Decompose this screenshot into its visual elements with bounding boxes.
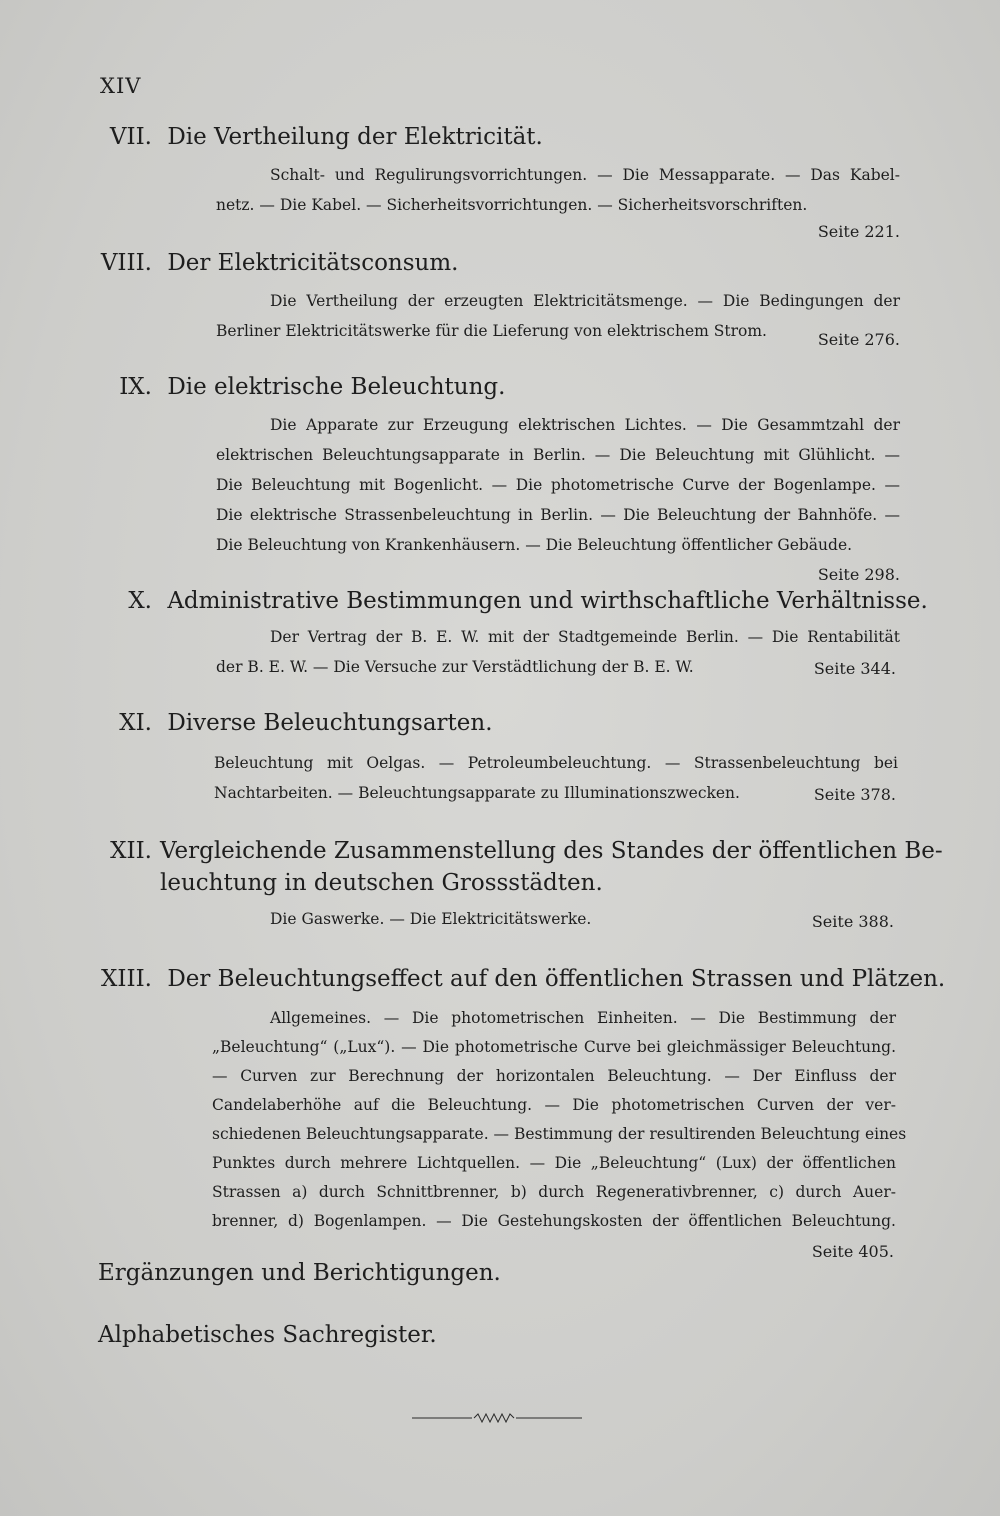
decorative-rule-ornament xyxy=(412,1410,582,1426)
section-x-heading xyxy=(100,588,928,614)
section-viii-page-ref: Seite 276. xyxy=(817,330,900,349)
contents-line: Berliner Elektricitätswerke für die Lieferung von elektrischem Strom. xyxy=(216,322,767,340)
contents-line: Strassen a) durch Schnittbrenner, b) durch Regenerativbrenner, c) durch Auer- xyxy=(212,1183,896,1201)
page-number: XIV xyxy=(100,74,142,98)
section-ix-page-ref: Seite 298. xyxy=(817,565,900,584)
contents-line: Beleuchtung mit Oelgas. — Petroleumbeleuchtung. — Strassenbeleuchtung bei xyxy=(214,754,898,772)
section-xiii-page-ref: Seite 405. xyxy=(811,1242,894,1261)
section-title-continued: leuchtung in deutschen Grossstädten. xyxy=(160,870,603,896)
section-numeral: X. xyxy=(128,588,152,614)
contents-line: Die Beleuchtung mit Bogenlicht. — Die photometrische Curve der Bogenlampe. — xyxy=(216,476,900,494)
section-xi-page-ref: Seite 378. xyxy=(813,785,896,804)
contents-line: Schalt- und Regulirungsvorrichtungen. — Die Messapparate. — Das Kabel- xyxy=(270,166,900,184)
index-entry: Alphabetisches Sachregister. xyxy=(98,1322,437,1348)
section-vii-page-ref: Seite 221. xyxy=(817,222,900,241)
section-numeral: IX. xyxy=(119,374,152,400)
contents-line: brenner, d) Bogenlampen. — Die Gestehungskosten der öffentlichen Beleuchtung. xyxy=(212,1212,896,1230)
contents-line: der B. E. W. — Die Versuche zur Verstädtlichung der B. E. W. xyxy=(216,658,694,676)
section-numeral: VIII. xyxy=(100,250,152,276)
section-ix-heading xyxy=(100,374,505,400)
contents-line: Der Vertrag der B. E. W. mit der Stadtgemeinde Berlin. — Die Rentabilität xyxy=(270,628,900,646)
contents-line: — Curven zur Berechnung der horizontalen Beleuchtung. — Der Einfluss der xyxy=(212,1067,896,1085)
contents-line: Die Gaswerke. — Die Elektricitätswerke. xyxy=(270,910,592,928)
contents-line: „Beleuchtung“ („Lux“). — Die photometrische Curve bei gleichmässiger Beleuchtung. xyxy=(212,1038,896,1056)
section-ix-contents xyxy=(216,410,900,560)
contents-line: Die Beleuchtung von Krankenhäusern. — Die Beleuchtung öffentlicher Gebäude. xyxy=(216,536,853,554)
section-title: Vergleichende Zusammenstellung des Standes der öffentlichen Be- xyxy=(160,838,943,864)
section-xii-heading xyxy=(100,838,152,864)
contents-line: Die elektrische Strassenbeleuchtung in Berlin. — Die Beleuchtung der Bahnhöfe. — xyxy=(216,506,900,524)
section-xii-contents xyxy=(270,904,670,934)
contents-line: Candelaberhöhe auf die Beleuchtung. — Die photometrischen Curven der ver- xyxy=(212,1096,896,1114)
section-vii-contents xyxy=(216,160,900,220)
section-x-contents xyxy=(216,622,900,682)
section-numeral: XII. xyxy=(110,838,152,864)
contents-line: Punktes durch mehrere Lichtquellen. — Die „Beleuchtung“ (Lux) der öffentlichen xyxy=(212,1154,896,1172)
contents-line: Die Vertheilung der erzeugten Elektricitätsmenge. — Die Bedingungen der xyxy=(270,292,900,310)
section-title: Die elektrische Beleuchtung. xyxy=(167,374,506,400)
section-xi-heading xyxy=(100,710,493,736)
contents-line: elektrischen Beleuchtungsapparate in Berlin. — Die Beleuchtung mit Glühlicht. — xyxy=(216,446,900,464)
section-xiii-heading xyxy=(100,966,945,992)
section-xii-page-ref: Seite 388. xyxy=(811,912,894,931)
section-title: Der Elektricitätsconsum. xyxy=(167,250,459,276)
section-xiii-contents xyxy=(212,1004,907,1236)
section-title: Der Beleuchtungseffect auf den öffentlichen Strassen und Plätzen. xyxy=(167,966,946,992)
contents-line: Nachtarbeiten. — Beleuchtungsapparate zu Illuminationszwecken. xyxy=(214,784,740,802)
errata-entry: Ergänzungen und Berichtigungen. xyxy=(98,1260,501,1286)
section-numeral: XIII. xyxy=(101,966,152,992)
section-title: Diverse Beleuchtungsarten. xyxy=(167,710,493,736)
contents-line: Die Apparate zur Erzeugung elektrischen Lichtes. — Die Gesammtzahl der xyxy=(270,416,900,434)
section-title: Die Vertheilung der Elektricität. xyxy=(167,124,543,150)
section-numeral: VII. xyxy=(109,124,152,150)
contents-line: schiedenen Beleuchtungsapparate. — Bestimmung der resultirenden Beleuchtung eines xyxy=(212,1125,907,1143)
section-xi-contents xyxy=(214,748,898,808)
section-vii-heading xyxy=(100,124,543,150)
section-viii-heading xyxy=(100,250,458,276)
section-x-page-ref: Seite 344. xyxy=(813,659,896,678)
section-numeral: XI. xyxy=(119,710,152,736)
contents-line: Allgemeines. — Die photometrischen Einheiten. — Die Bestimmung der xyxy=(270,1009,896,1027)
section-viii-contents xyxy=(216,286,900,346)
section-title: Administrative Bestimmungen und wirthschaftliche Verhältnisse. xyxy=(167,588,928,614)
contents-line: netz. — Die Kabel. — Sicherheitsvorrichtungen. — Sicherheitsvorschriften. xyxy=(216,196,808,214)
